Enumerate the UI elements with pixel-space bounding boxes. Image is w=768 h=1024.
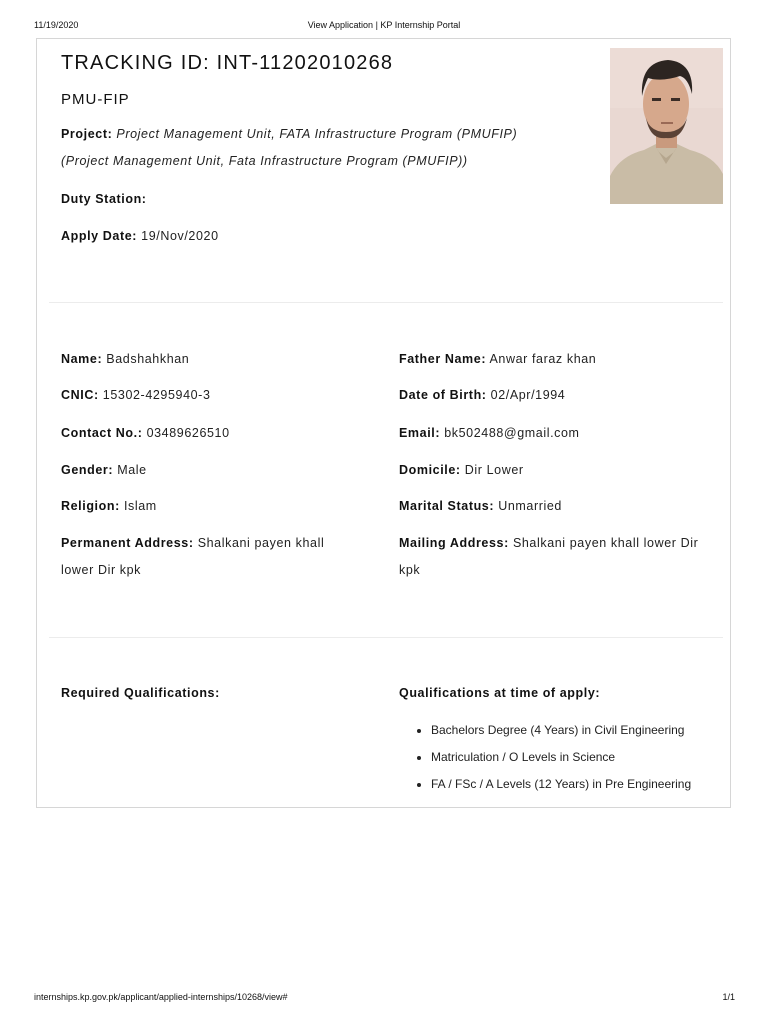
required-qualifications-label: Required Qualifications:: [61, 686, 220, 700]
list-item: • Matriculation / O Levels in Science: [431, 744, 761, 771]
cnic-label: CNIC:: [61, 388, 99, 402]
religion-label: Religion:: [61, 499, 120, 513]
mailing-address-label: Mailing Address:: [399, 536, 509, 550]
marital-status-field: [399, 493, 699, 520]
dob-label: Date of Birth:: [399, 388, 487, 402]
contact-label: Contact No.:: [61, 426, 143, 440]
domicile-label: Domicile:: [399, 463, 461, 477]
father-name-field: [399, 346, 699, 373]
cnic-value: 15302-4295940-3: [102, 388, 211, 402]
gender-label: Gender:: [61, 463, 114, 477]
cnic-field: [61, 382, 361, 409]
domicile-field: [399, 457, 699, 484]
tracking-id: TRACKING ID: INT-11202010268: [61, 52, 394, 74]
email-value: bk502488@gmail.com: [444, 426, 580, 440]
religion-field: [61, 493, 361, 520]
dob-field: [399, 382, 699, 409]
marital-status-label: Marital Status:: [399, 499, 495, 513]
section-divider: [49, 637, 723, 638]
print-date: 11/19/2020: [34, 20, 79, 30]
print-title: View Application | KP Internship Portal: [307, 20, 461, 30]
page-url: internships.kp.gov.pk/applicant/applied-internships/10268/view#: [34, 992, 288, 1002]
duty-station: [61, 192, 147, 206]
application-card: [36, 38, 731, 808]
name-label: Name:: [61, 352, 103, 366]
permanent-address-field: [61, 530, 351, 584]
project-value: Project Management Unit, FATA Infrastructure Program (PMUFIP): [116, 127, 518, 141]
organization-name: PMU-FIP: [61, 91, 130, 108]
list-item: • FA / FSc / A Levels (12 Years) in Pre Engineering: [431, 771, 761, 798]
father-name-label: Father Name:: [399, 352, 487, 366]
apply-qualifications-label: Qualifications at time of apply:: [399, 686, 601, 700]
section-divider: [49, 302, 723, 303]
project-value-secondary: (Project Management Unit, Fata Infrastructure Program (PMUFIP)): [61, 154, 468, 168]
page-number: 1/1: [722, 992, 735, 1002]
applicant-photo: [610, 48, 723, 204]
qualifications-list: [399, 717, 761, 798]
apply-date-value: 19/Nov/2020: [141, 229, 219, 243]
dob-value: 02/Apr/1994: [490, 388, 566, 402]
contact-field: [61, 420, 361, 447]
project-line: [61, 127, 517, 141]
email-label: Email:: [399, 426, 441, 440]
list-item: • Bachelors Degree (4 Years) in Civil Engineering: [431, 717, 761, 744]
apply-date: [61, 229, 219, 243]
name-value: Badshahkhan: [106, 352, 190, 366]
marital-status-value: Unmarried: [498, 499, 562, 513]
permanent-address-value: Shalkani payen khall lower Dir kpk: [61, 536, 325, 577]
domicile-value: Dir Lower: [464, 463, 524, 477]
project-label: Project:: [61, 127, 113, 141]
name-field: [61, 346, 361, 373]
apply-date-label: Apply Date:: [61, 229, 138, 243]
mailing-address-field: [399, 530, 699, 584]
contact-value: 03489626510: [146, 426, 230, 440]
permanent-address-label: Permanent Address:: [61, 536, 194, 550]
father-name-value: Anwar faraz khan: [489, 352, 597, 366]
gender-value: Male: [117, 463, 147, 477]
duty-station-label: Duty Station:: [61, 192, 147, 206]
gender-field: [61, 457, 361, 484]
mailing-address-value: Shalkani payen khall lower Dir kpk: [399, 536, 699, 577]
email-field: [399, 420, 699, 447]
religion-value: Islam: [123, 499, 157, 513]
